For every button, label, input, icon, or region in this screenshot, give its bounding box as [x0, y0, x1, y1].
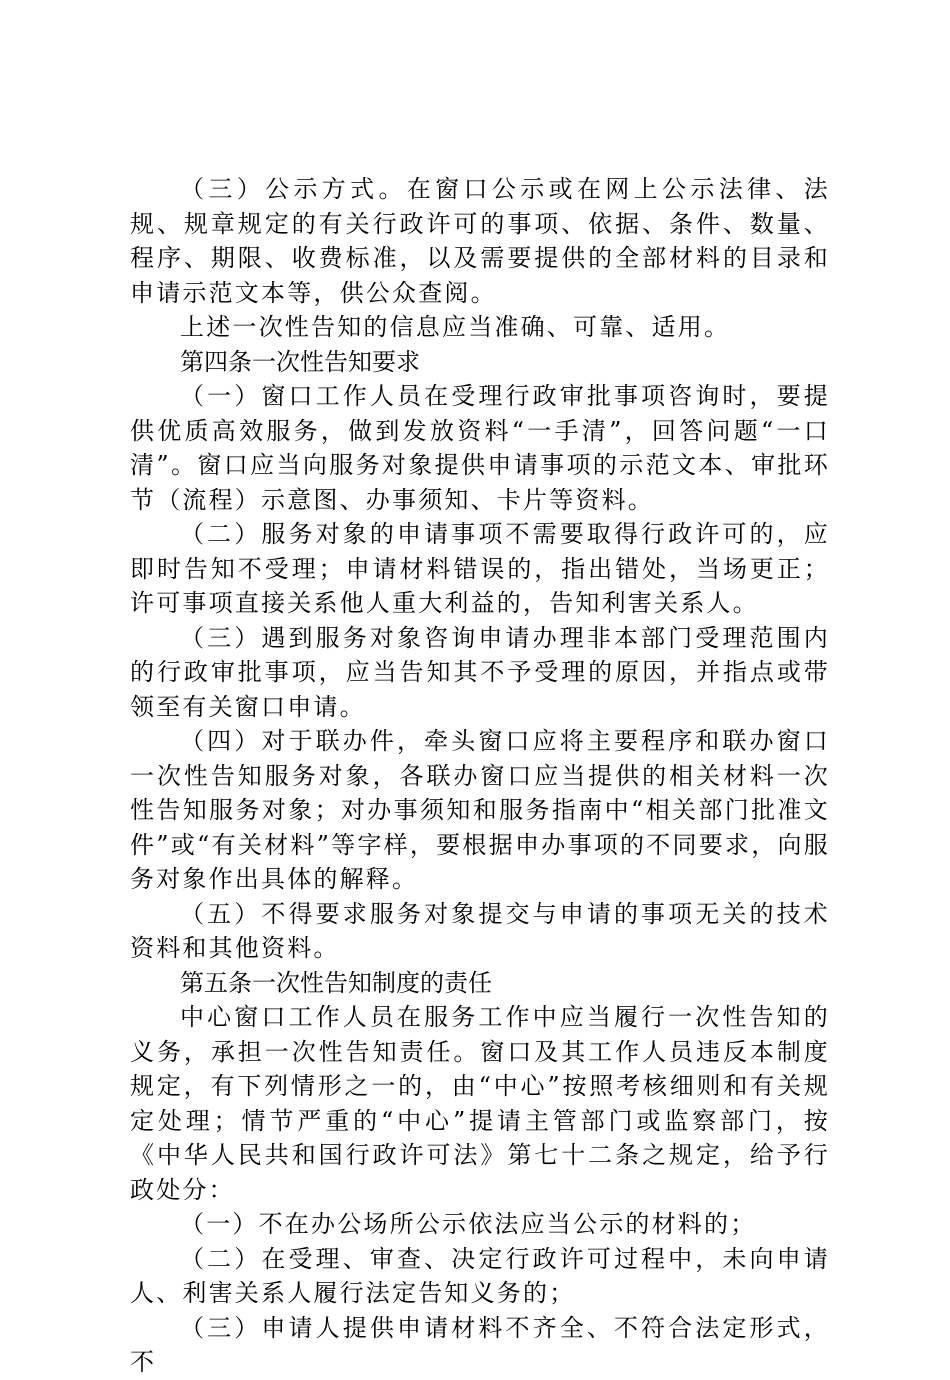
paragraph-violation-two: （二）在受理、审查、决定行政许可过程中，未向申请人、利害关系人履行法定告知义务的；: [130, 1244, 830, 1307]
paragraph-item-four: （四）对于联办件，牵头窗口应将主要程序和联办窗口一次性告知服务对象，各联办窗口应当提供的相关材料一次性告知服务对象；对办事须知和服务指南中“相关部门批准文件”或“有关材料”等字样，要根据申办事项的不同要求，向服务对象作出具体的解释。: [130, 727, 830, 893]
article-four-heading: 第四条一次性告知要求: [180, 347, 420, 376]
paragraph-item-two: （二）服务对象的申请事项不需要取得行政许可的，应即时告知不受理；申请材料错误的，指出错处，当场更正；许可事项直接关系他人重大利益的，告知利害关系人。: [130, 520, 830, 617]
paragraph-info-requirement: 上述一次性告知的信息应当准确、可靠、适用。: [180, 313, 731, 341]
paragraph-violation-three: （三）申请人提供申请材料不齐全、不符合法定形式，不: [130, 1313, 830, 1376]
paragraph-item-five: （五）不得要求服务对象提交与申请的事项无关的技术资料和其他资料。: [130, 899, 830, 962]
paragraph-item-three: （三）遇到服务对象咨询申请办理非本部门受理范围内的行政审批事项，应当告知其不予受理的原因，并指点或带领至有关窗口申请。: [130, 623, 830, 721]
article-five-heading: 第五条一次性告知制度的责任: [180, 968, 492, 997]
paragraph-violation-one: （一）不在办公场所公示依法应当公示的材料的；: [180, 1210, 757, 1238]
paragraph-publicity-method: （三）公示方式。在窗口公示或在网上公示法律、法规、规章规定的有关行政许可的事项、依据、条件、数量、程序、期限、收费标准，以及需要提供的全部材料的目录和申请示范文本等，供公众查阅。: [130, 175, 830, 307]
paragraph-item-one: （一）窗口工作人员在受理行政审批事项咨询时，要提供优质高效服务，做到发放资料“一手清”，回答问题“一口清”。窗口应当向服务对象提供申请事项的示范文本、审批环节（流程）示意图、办事须知、卡片等资料。: [130, 382, 830, 514]
document-page: [130, 172, 830, 1380]
paragraph-responsibility: 中心窗口工作人员在服务工作中应当履行一次性告知的义务，承担一次性告知责任。窗口及其工作人员违反本制度规定，有下列情形之一的，由“中心”按照考核细则和有关规定处理；情节严重的“中心”提请主管部门或监察部门，按《中华人民共和国行政许可法》第七十二条之规定，给予行政处分：: [130, 1003, 830, 1204]
